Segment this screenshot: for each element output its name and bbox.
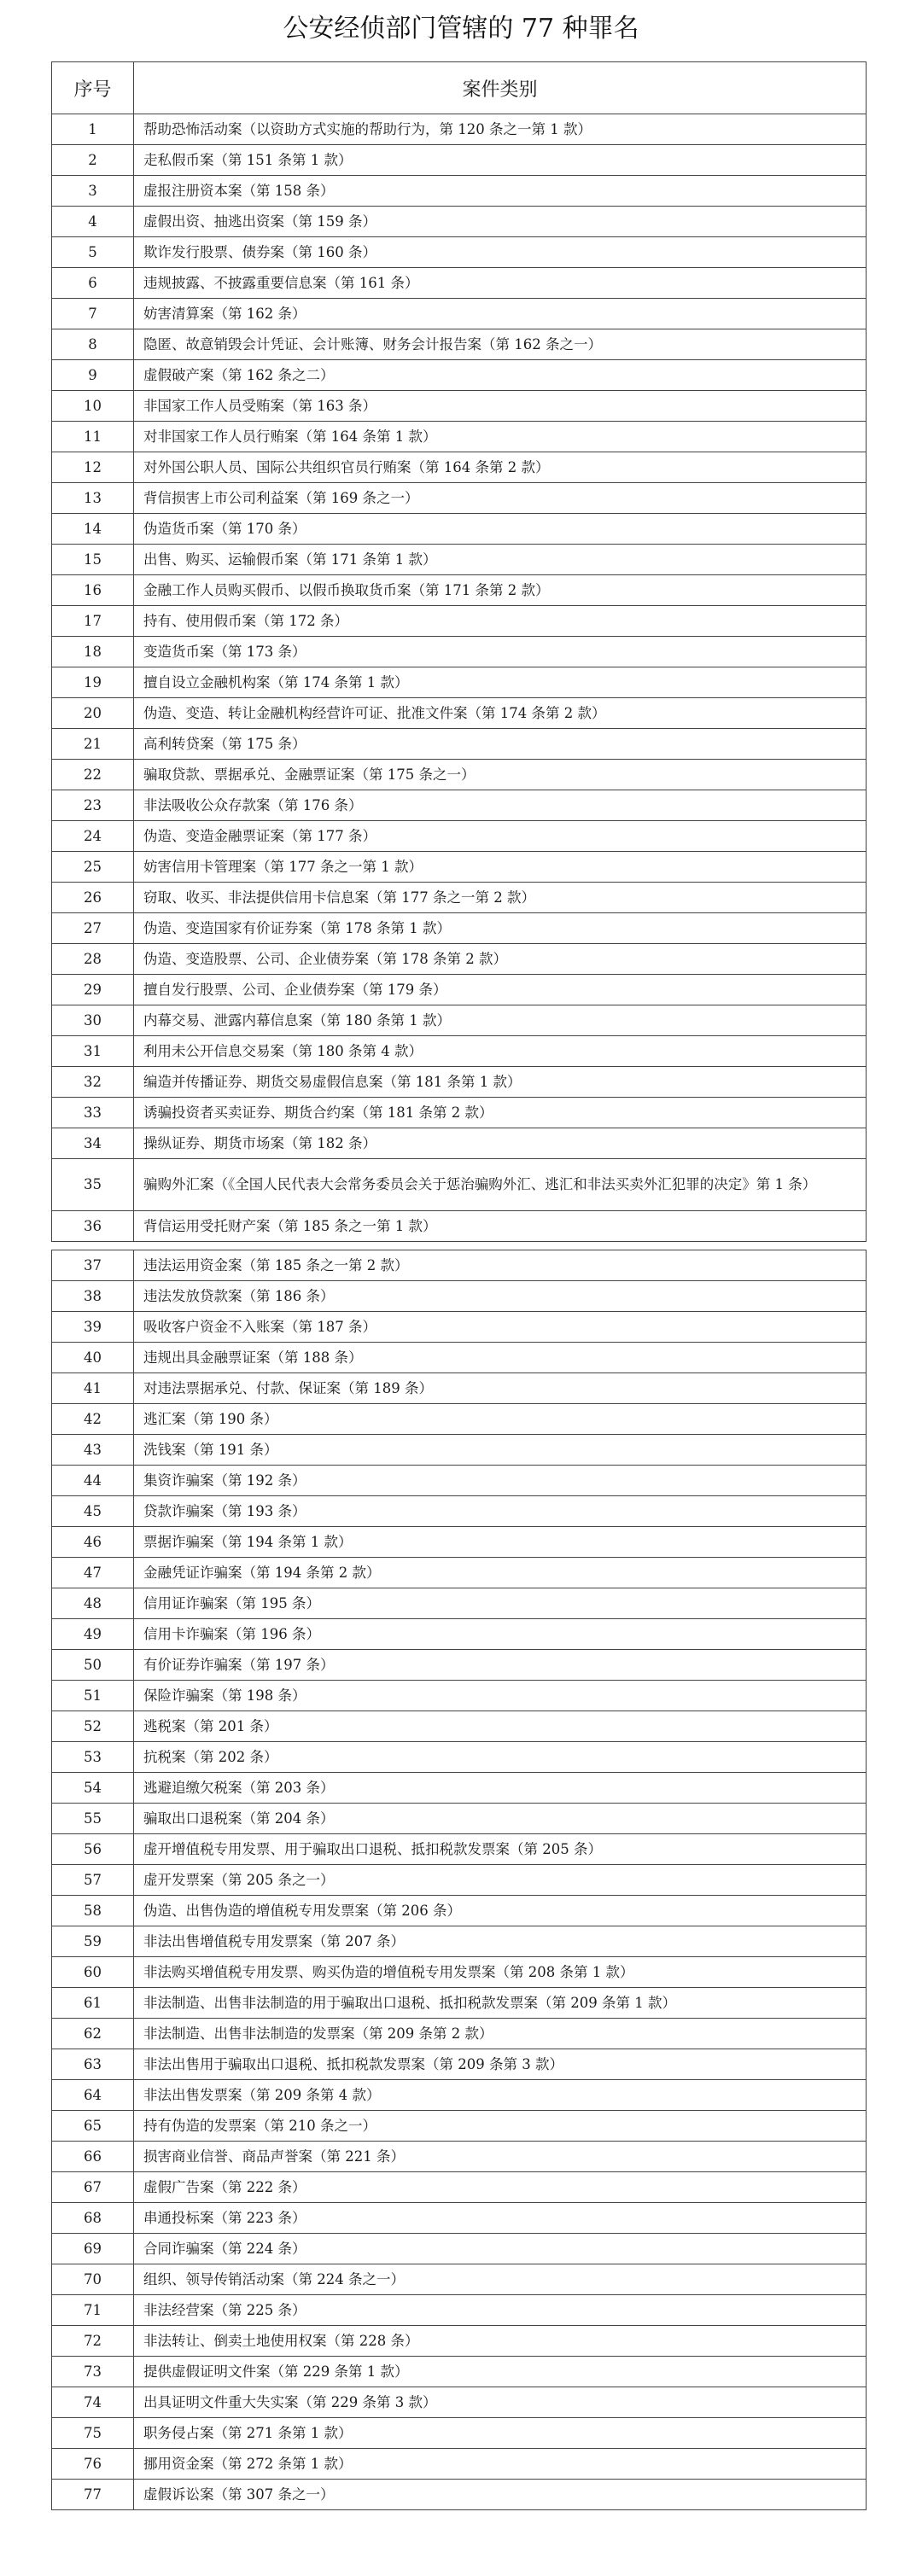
table-row: [52, 913, 867, 944]
case-category-cell: 操纵证券、期货市场案（第 182 条）: [134, 1128, 867, 1159]
serial-number-cell: 28: [52, 944, 134, 975]
table-row: [52, 883, 867, 913]
serial-number-cell: 76: [52, 2449, 134, 2480]
serial-number-cell: 75: [52, 2418, 134, 2449]
crime-table-part-1: [51, 61, 867, 1242]
case-category-cell: 金融凭证诈骗案（第 194 条第 2 款）: [134, 1558, 867, 1588]
case-category-cell: 保险诈骗案（第 198 条）: [134, 1681, 867, 1711]
table-row: [52, 606, 867, 637]
case-category-cell: 信用卡诈骗案（第 196 条）: [134, 1619, 867, 1650]
case-category-cell: 内幕交易、泄露内幕信息案（第 180 条第 1 款）: [134, 1005, 867, 1036]
serial-number-cell: 69: [52, 2234, 134, 2264]
table-row: [52, 1312, 867, 1343]
serial-number-cell: 8: [52, 329, 134, 360]
serial-number-cell: 70: [52, 2264, 134, 2295]
case-category-cell: 非法购买增值税专用发票、购买伪造的增值税专用发票案（第 208 条第 1 款）: [134, 1957, 867, 1988]
serial-number-cell: 31: [52, 1036, 134, 1067]
serial-number-cell: 7: [52, 299, 134, 329]
table-row: [52, 729, 867, 760]
table-row: [52, 1957, 867, 1988]
serial-number-cell: 56: [52, 1834, 134, 1865]
table-row: [52, 299, 867, 329]
serial-number-cell: 37: [52, 1250, 134, 1281]
serial-number-cell: 48: [52, 1588, 134, 1619]
serial-number-cell: 72: [52, 2326, 134, 2357]
serial-number-cell: 6: [52, 268, 134, 299]
table-row: [52, 1128, 867, 1159]
table-row: [52, 2387, 867, 2418]
table-row: [52, 1496, 867, 1527]
serial-number-cell: 40: [52, 1343, 134, 1373]
serial-number-cell: 11: [52, 422, 134, 452]
table-row: [52, 422, 867, 452]
case-category-cell: 串通投标案（第 223 条）: [134, 2203, 867, 2234]
table-row: [52, 1159, 867, 1211]
serial-number-cell: 66: [52, 2142, 134, 2172]
serial-number-cell: 67: [52, 2172, 134, 2203]
serial-number-cell: 26: [52, 883, 134, 913]
serial-number-cell: 10: [52, 391, 134, 422]
serial-number-cell: 45: [52, 1496, 134, 1527]
table-row: [52, 329, 867, 360]
serial-number-cell: 42: [52, 1404, 134, 1435]
table-row: [52, 2234, 867, 2264]
serial-number-cell: 9: [52, 360, 134, 391]
case-category-cell: 违法运用资金案（第 185 条之一第 2 款）: [134, 1250, 867, 1281]
case-category-cell: 非法出售发票案（第 209 条第 4 款）: [134, 2080, 867, 2111]
serial-number-cell: 19: [52, 667, 134, 698]
case-category-cell: 非法吸收公众存款案（第 176 条）: [134, 790, 867, 821]
table-row: [52, 852, 867, 883]
case-category-cell: 信用证诈骗案（第 195 条）: [134, 1588, 867, 1619]
serial-number-cell: 14: [52, 514, 134, 545]
serial-number-cell: 46: [52, 1527, 134, 1558]
serial-number-cell: 33: [52, 1098, 134, 1128]
case-category-cell: 隐匿、故意销毁会计凭证、会计账簿、财务会计报告案（第 162 条之一）: [134, 329, 867, 360]
case-category-cell: 逃避追缴欠税案（第 203 条）: [134, 1773, 867, 1804]
table-row: [52, 2080, 867, 2111]
serial-number-cell: 73: [52, 2357, 134, 2387]
table-row: [52, 1005, 867, 1036]
table-row: [52, 1527, 867, 1558]
table-row: [52, 790, 867, 821]
serial-number-cell: 1: [52, 114, 134, 145]
serial-number-cell: 5: [52, 237, 134, 268]
case-category-cell: 出售、购买、运输假币案（第 171 条第 1 款）: [134, 545, 867, 575]
serial-number-cell: 53: [52, 1742, 134, 1773]
case-category-cell: 挪用资金案（第 272 条第 1 款）: [134, 2449, 867, 2480]
table-row: [52, 1588, 867, 1619]
case-category-cell: 提供虚假证明文件案（第 229 条第 1 款）: [134, 2357, 867, 2387]
serial-number-cell: 24: [52, 821, 134, 852]
table-row: [52, 1281, 867, 1312]
case-category-cell: 组织、领导传销活动案（第 224 条之一）: [134, 2264, 867, 2295]
table-row: [52, 637, 867, 667]
serial-number-cell: 36: [52, 1211, 134, 1242]
table-row: [52, 2142, 867, 2172]
serial-number-cell: 27: [52, 913, 134, 944]
case-category-cell: 窃取、收买、非法提供信用卡信息案（第 177 条之一第 2 款）: [134, 883, 867, 913]
case-category-cell: 伪造、变造国家有价证券案（第 178 条第 1 款）: [134, 913, 867, 944]
table-row: [52, 268, 867, 299]
serial-number-cell: 62: [52, 2019, 134, 2049]
serial-number-cell: 30: [52, 1005, 134, 1036]
case-category-cell: 非法制造、出售非法制造的用于骗取出口退税、抵扣税款发票案（第 209 条第 1 款）: [134, 1988, 867, 2019]
case-category-cell: 非法经营案（第 225 条）: [134, 2295, 867, 2326]
header-case-category: 案件类别: [134, 62, 867, 114]
serial-number-cell: 55: [52, 1804, 134, 1834]
case-category-cell: 持有伪造的发票案（第 210 条之一）: [134, 2111, 867, 2142]
case-category-cell: 逃税案（第 201 条）: [134, 1711, 867, 1742]
serial-number-cell: 41: [52, 1373, 134, 1404]
table-row: [52, 1558, 867, 1588]
case-category-cell: 票据诈骗案（第 194 条第 1 款）: [134, 1527, 867, 1558]
serial-number-cell: 57: [52, 1865, 134, 1896]
case-category-cell: 非法制造、出售非法制造的发票案（第 209 条第 2 款）: [134, 2019, 867, 2049]
serial-number-cell: 17: [52, 606, 134, 637]
serial-number-cell: 52: [52, 1711, 134, 1742]
table-row: [52, 1373, 867, 1404]
table-body-part-1: [52, 114, 867, 1242]
case-category-cell: 诱骗投资者买卖证券、期货合约案（第 181 条第 2 款）: [134, 1098, 867, 1128]
table-header-row: [52, 62, 867, 114]
table-row: [52, 545, 867, 575]
serial-number-cell: 32: [52, 1067, 134, 1098]
serial-number-cell: 22: [52, 760, 134, 790]
case-category-cell: 虚假破产案（第 162 条之二）: [134, 360, 867, 391]
case-category-cell: 伪造、变造金融票证案（第 177 条）: [134, 821, 867, 852]
case-category-cell: 出具证明文件重大失实案（第 229 条第 3 款）: [134, 2387, 867, 2418]
case-category-cell: 虚假诉讼案（第 307 条之一）: [134, 2480, 867, 2510]
case-category-cell: 虚报注册资本案（第 158 条）: [134, 176, 867, 207]
serial-number-cell: 61: [52, 1988, 134, 2019]
table-row: [52, 1250, 867, 1281]
case-category-cell: 集资诈骗案（第 192 条）: [134, 1466, 867, 1496]
case-category-cell: 逃汇案（第 190 条）: [134, 1404, 867, 1435]
serial-number-cell: 15: [52, 545, 134, 575]
case-category-cell: 损害商业信誉、商品声誉案（第 221 条）: [134, 2142, 867, 2172]
case-category-cell: 背信运用受托财产案（第 185 条之一第 1 款）: [134, 1211, 867, 1242]
table-row: [52, 2480, 867, 2510]
case-category-cell: 非法出售增值税专用发票案（第 207 条）: [134, 1926, 867, 1957]
serial-number-cell: 3: [52, 176, 134, 207]
serial-number-cell: 47: [52, 1558, 134, 1588]
case-category-cell: 伪造、变造、转让金融机构经营许可证、批准文件案（第 174 条第 2 款）: [134, 698, 867, 729]
serial-number-cell: 2: [52, 145, 134, 176]
table-row: [52, 1650, 867, 1681]
case-category-cell: 违法发放贷款案（第 186 条）: [134, 1281, 867, 1312]
table-row: [52, 698, 867, 729]
serial-number-cell: 12: [52, 452, 134, 483]
table-row: [52, 1988, 867, 2019]
case-category-cell: 利用未公开信息交易案（第 180 条第 4 款）: [134, 1036, 867, 1067]
case-category-cell: 伪造货币案（第 170 条）: [134, 514, 867, 545]
serial-number-cell: 39: [52, 1312, 134, 1343]
case-category-cell: 有价证券诈骗案（第 197 条）: [134, 1650, 867, 1681]
case-category-cell: 违规出具金融票证案（第 188 条）: [134, 1343, 867, 1373]
serial-number-cell: 63: [52, 2049, 134, 2080]
case-category-cell: 编造并传播证券、期货交易虚假信息案（第 181 条第 1 款）: [134, 1067, 867, 1098]
serial-number-cell: 20: [52, 698, 134, 729]
document-title: 公安经侦部门管辖的 77 种罪名: [283, 14, 639, 44]
serial-number-cell: 68: [52, 2203, 134, 2234]
table-row: [52, 452, 867, 483]
case-category-cell: 虚假出资、抽逃出资案（第 159 条）: [134, 207, 867, 237]
serial-number-cell: 29: [52, 975, 134, 1005]
serial-number-cell: 77: [52, 2480, 134, 2510]
serial-number-cell: 71: [52, 2295, 134, 2326]
table-row: [52, 483, 867, 514]
case-category-cell: 妨害清算案（第 162 条）: [134, 299, 867, 329]
table-row: [52, 1834, 867, 1865]
case-category-cell: 伪造、出售伪造的增值税专用发票案（第 206 条）: [134, 1896, 867, 1926]
case-category-cell: 变造货币案（第 173 条）: [134, 637, 867, 667]
table-row: [52, 667, 867, 698]
table-row: [52, 391, 867, 422]
serial-number-cell: 25: [52, 852, 134, 883]
serial-number-cell: 4: [52, 207, 134, 237]
table-row: [52, 1681, 867, 1711]
serial-number-cell: 21: [52, 729, 134, 760]
table-row: [52, 975, 867, 1005]
serial-number-cell: 51: [52, 1681, 134, 1711]
table-row: [52, 360, 867, 391]
table-row: [52, 237, 867, 268]
table-row: [52, 575, 867, 606]
serial-number-cell: 65: [52, 2111, 134, 2142]
serial-number-cell: 50: [52, 1650, 134, 1681]
table-row: [52, 2049, 867, 2080]
table-row: [52, 1343, 867, 1373]
case-category-cell: 抗税案（第 202 条）: [134, 1742, 867, 1773]
case-category-cell: 非法出售用于骗取出口退税、抵扣税款发票案（第 209 条第 3 款）: [134, 2049, 867, 2080]
case-category-cell: 合同诈骗案（第 224 条）: [134, 2234, 867, 2264]
serial-number-cell: 34: [52, 1128, 134, 1159]
crime-table-part-2: [51, 1250, 867, 2510]
table-row: [52, 760, 867, 790]
case-category-cell: 骗取贷款、票据承兑、金融票证案（第 175 条之一）: [134, 760, 867, 790]
table-row: [52, 1466, 867, 1496]
table-row: [52, 1711, 867, 1742]
case-category-cell: 背信损害上市公司利益案（第 169 条之一）: [134, 483, 867, 514]
table-row: [52, 1036, 867, 1067]
case-category-cell: 帮助恐怖活动案（以资助方式实施的帮助行为，第 120 条之一第 1 款）: [134, 114, 867, 145]
table-row: [52, 207, 867, 237]
table-row: [52, 1773, 867, 1804]
serial-number-cell: 58: [52, 1896, 134, 1926]
serial-number-cell: 74: [52, 2387, 134, 2418]
table-body-part-2: [52, 1250, 867, 2510]
table-row: [52, 145, 867, 176]
case-category-cell: 非国家工作人员受贿案（第 163 条）: [134, 391, 867, 422]
serial-number-cell: 49: [52, 1619, 134, 1650]
table-row: [52, 2203, 867, 2234]
table-row: [52, 2264, 867, 2295]
case-category-cell: 金融工作人员购买假币、以假币换取货币案（第 171 条第 2 款）: [134, 575, 867, 606]
table-row: [52, 514, 867, 545]
table-row: [52, 1926, 867, 1957]
table-row: [52, 1804, 867, 1834]
table-row: [52, 2449, 867, 2480]
case-category-cell: 伪造、变造股票、公司、企业债券案（第 178 条第 2 款）: [134, 944, 867, 975]
serial-number-cell: 54: [52, 1773, 134, 1804]
case-category-cell: 贷款诈骗案（第 193 条）: [134, 1496, 867, 1527]
case-category-cell: 妨害信用卡管理案（第 177 条之一第 1 款）: [134, 852, 867, 883]
table-row: [52, 944, 867, 975]
case-category-cell: 对违法票据承兑、付款、保证案（第 189 条）: [134, 1373, 867, 1404]
table-row: [52, 1742, 867, 1773]
serial-number-cell: 18: [52, 637, 134, 667]
serial-number-cell: 35: [52, 1159, 134, 1211]
case-category-cell: 走私假币案（第 151 条第 1 款）: [134, 145, 867, 176]
case-category-cell: 擅自发行股票、公司、企业债券案（第 179 条）: [134, 975, 867, 1005]
table-row: [52, 821, 867, 852]
table-row: [52, 2172, 867, 2203]
serial-number-cell: 38: [52, 1281, 134, 1312]
table-row: [52, 1404, 867, 1435]
case-category-cell: 持有、使用假币案（第 172 条）: [134, 606, 867, 637]
table-row: [52, 2019, 867, 2049]
table-row: [52, 1211, 867, 1242]
case-category-cell: 高利转贷案（第 175 条）: [134, 729, 867, 760]
table-row: [52, 176, 867, 207]
serial-number-cell: 64: [52, 2080, 134, 2111]
table-row: [52, 1067, 867, 1098]
serial-number-cell: 23: [52, 790, 134, 821]
header-serial-number: 序号: [52, 62, 134, 114]
serial-number-cell: 43: [52, 1435, 134, 1466]
table-row: [52, 1619, 867, 1650]
case-category-cell: 非法转让、倒卖土地使用权案（第 228 条）: [134, 2326, 867, 2357]
serial-number-cell: 60: [52, 1957, 134, 1988]
case-category-cell: 擅自设立金融机构案（第 174 条第 1 款）: [134, 667, 867, 698]
case-category-cell: 职务侵占案（第 271 条第 1 款）: [134, 2418, 867, 2449]
table-row: [52, 1435, 867, 1466]
case-category-cell: 洗钱案（第 191 条）: [134, 1435, 867, 1466]
table-row: [52, 2295, 867, 2326]
case-category-cell: 骗取出口退税案（第 204 条）: [134, 1804, 867, 1834]
serial-number-cell: 44: [52, 1466, 134, 1496]
case-category-cell: 对外国公职人员、国际公共组织官员行贿案（第 164 条第 2 款）: [134, 452, 867, 483]
case-category-cell: 欺诈发行股票、债券案（第 160 条）: [134, 237, 867, 268]
case-category-cell: 虚开增值税专用发票、用于骗取出口退税、抵扣税款发票案（第 205 条）: [134, 1834, 867, 1865]
table-row: [52, 2326, 867, 2357]
table-row: [52, 2357, 867, 2387]
case-category-cell: 违规披露、不披露重要信息案（第 161 条）: [134, 268, 867, 299]
serial-number-cell: 16: [52, 575, 134, 606]
table-row: [52, 1896, 867, 1926]
table-row: [52, 1098, 867, 1128]
table-row: [52, 2111, 867, 2142]
case-category-cell: 虚假广告案（第 222 条）: [134, 2172, 867, 2203]
case-category-cell: 虚开发票案（第 205 条之一）: [134, 1865, 867, 1896]
table-row: [52, 114, 867, 145]
table-row: [52, 1865, 867, 1896]
case-category-cell: 对非国家工作人员行贿案（第 164 条第 1 款）: [134, 422, 867, 452]
serial-number-cell: 59: [52, 1926, 134, 1957]
serial-number-cell: 13: [52, 483, 134, 514]
case-category-cell: 吸收客户资金不入账案（第 187 条）: [134, 1312, 867, 1343]
table-row: [52, 2418, 867, 2449]
case-category-cell: 骗购外汇案（《全国人民代表大会常务委员会关于惩治骗购外汇、逃汇和非法买卖外汇犯罪的决定》第 1 条）: [134, 1159, 867, 1211]
